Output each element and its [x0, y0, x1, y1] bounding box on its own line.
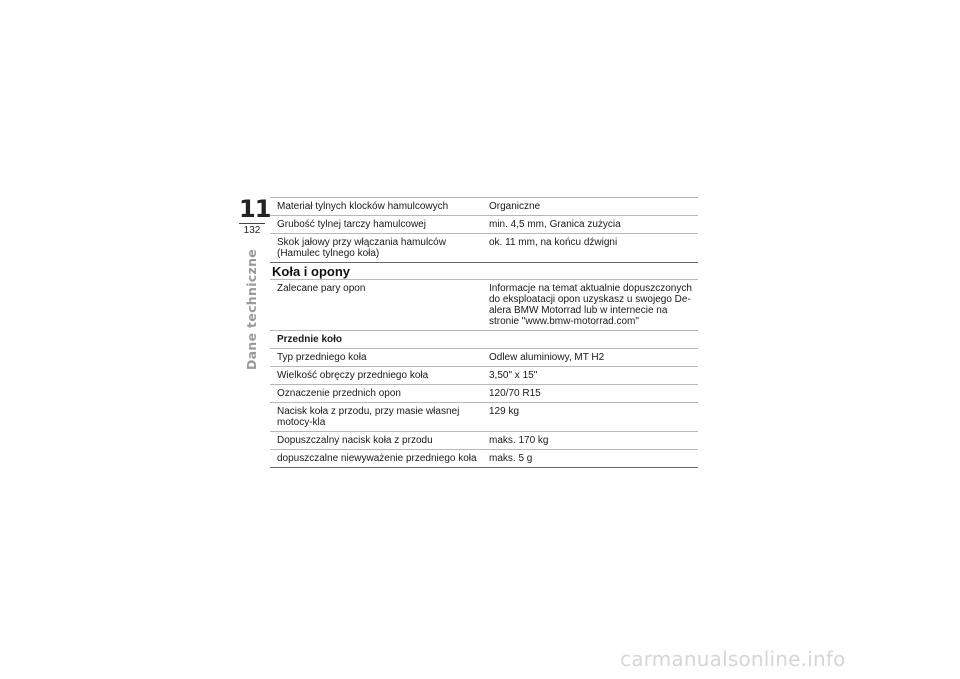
spec-label: Typ przedniego koła [277, 352, 367, 363]
table-subheading-row [270, 331, 698, 349]
brakes-table [270, 197, 698, 263]
table-row [270, 385, 698, 403]
spec-value: maks. 170 kg [489, 435, 549, 446]
table-row [270, 279, 698, 331]
spec-value: maks. 5 g [489, 453, 533, 464]
spec-label: Dopuszczalny nacisk koła z przodu [277, 435, 433, 446]
section-heading: Koła i opony [272, 264, 350, 279]
table-row [270, 349, 698, 367]
spec-value: 120/70 R15 [489, 388, 541, 399]
spec-label: Materiał tylnych klocków hamulcowych [277, 201, 449, 212]
table-row [270, 216, 698, 234]
spec-value: Odlew aluminiowy, MT H2 [489, 352, 605, 363]
chapter-divider [239, 223, 265, 224]
table-row [270, 197, 698, 216]
chapter-side-title: Dane techniczne [244, 248, 259, 370]
spec-value: 3,50" x 15" [489, 370, 538, 381]
spec-label: Grubość tylnej tarczy hamulcowej [277, 219, 426, 230]
spec-label: Wielkość obręczy przedniego koła [277, 370, 429, 381]
chapter-number: 11 [239, 195, 271, 223]
page-number: 132 [243, 225, 261, 236]
spec-value: ok. 11 mm, na końcu dźwigni [489, 237, 618, 248]
table-subheading: Przednie koło [277, 334, 343, 345]
spec-label: dopuszczalne niewyważenie przedniego koła [277, 453, 477, 464]
spec-label: Oznaczenie przednich opon [277, 388, 401, 399]
watermark: carmanualsonline.info [620, 647, 846, 671]
spec-label: Skok jałowy przy włączania hamulców (Hamulec tylnego koła) [277, 237, 446, 259]
table-row [270, 403, 698, 432]
table-row [270, 432, 698, 450]
table-row [270, 234, 698, 263]
spec-label: Zalecane pary opon [277, 283, 366, 294]
table-row [270, 450, 698, 468]
spec-value: Organiczne [489, 201, 541, 212]
spec-label: Nacisk koła z przodu, przy masie własnej motocy-kla [277, 406, 460, 428]
table-row [270, 367, 698, 385]
wheels-table [270, 279, 698, 468]
spec-value: Informacje na temat aktualnie dopuszczonych do eksploatacji opon uzyskasz u swojego De-alera BMW Motorrad lub w internecie na stronie "www.bmw-motorrad.com" [489, 283, 692, 327]
spec-value: 129 kg [489, 406, 520, 417]
spec-value: min. 4,5 mm, Granica zużycia [489, 219, 621, 230]
